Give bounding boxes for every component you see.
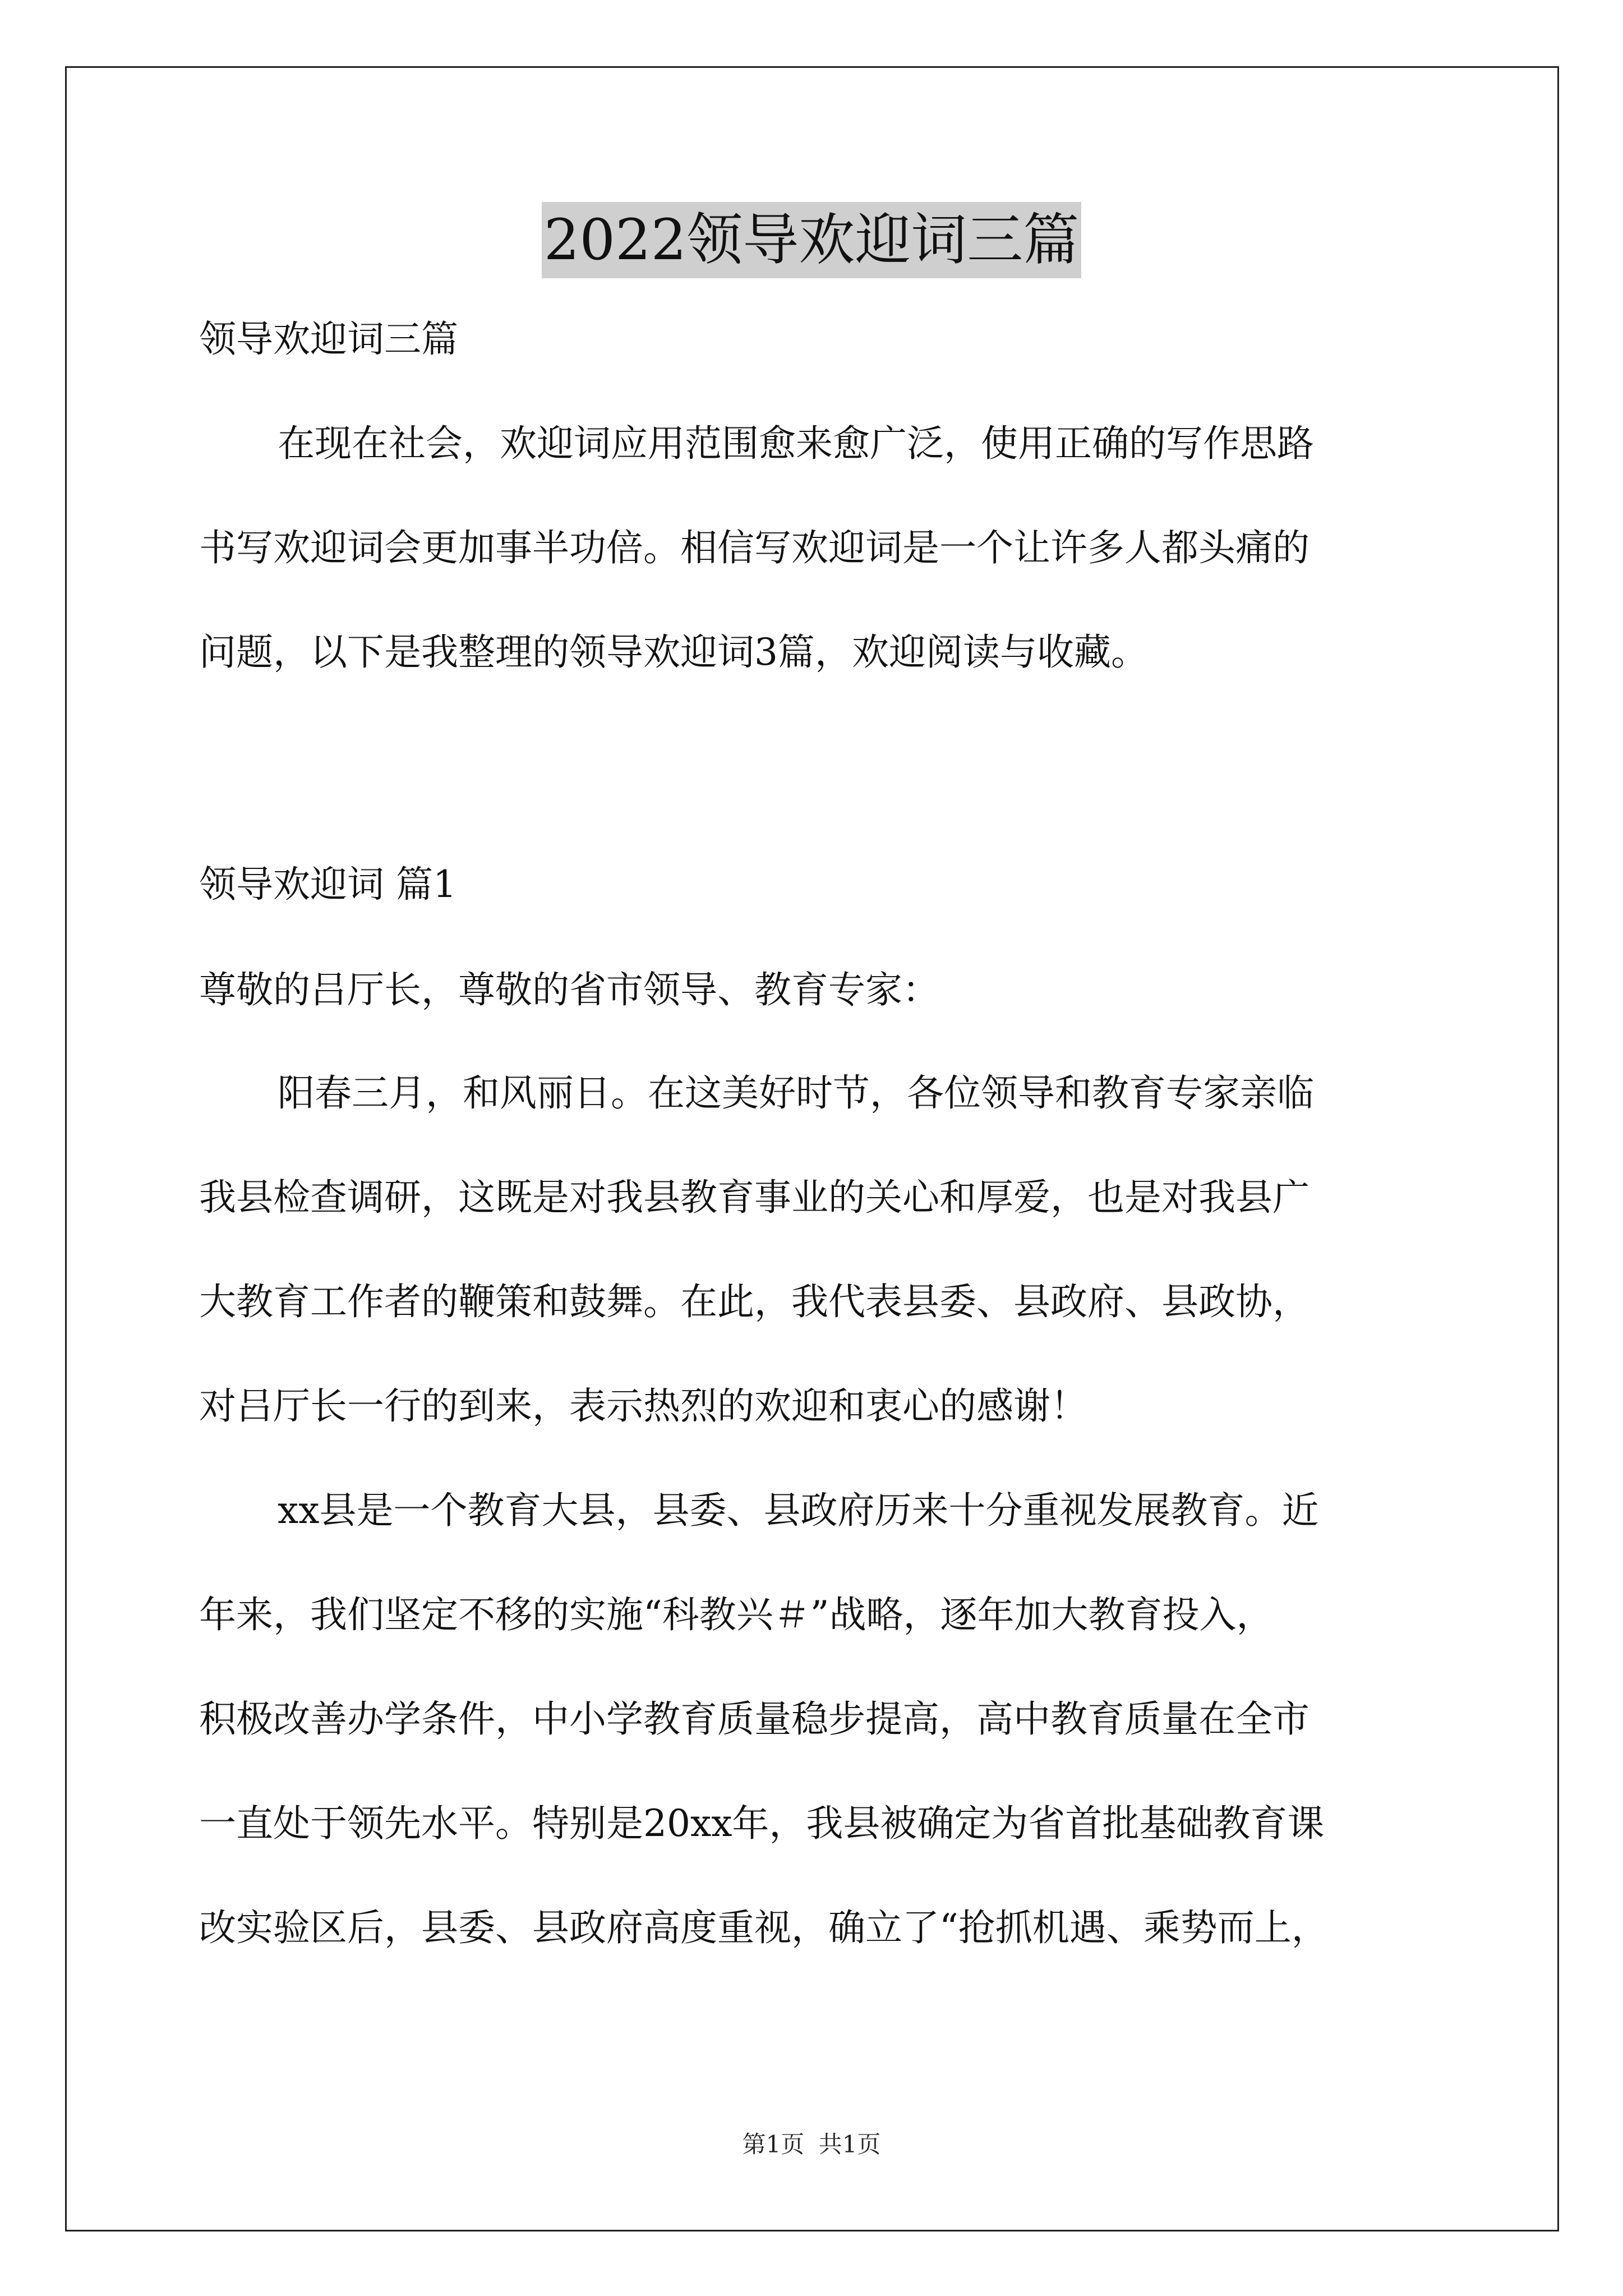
paragraph-line: 积极改善办学条件，中小学教育质量稳步提高，高中教育质量在全市 <box>199 1697 1310 1741</box>
paragraph-line: 一直处于领先水平。特别是20xx年，我县被确定为省首批基础教育课 <box>199 1802 1325 1845</box>
title-container <box>0 202 1623 278</box>
paragraph-line: 在现在社会，欢迎词应用范围愈来愈广泛，使用正确的写作思路 <box>278 422 1314 465</box>
paragraph-line: 阳春三月，和风丽日。在这美好时节，各位领导和教育专家亲临 <box>278 1071 1314 1115</box>
page-total: 共1页 <box>818 2131 881 2158</box>
section-heading: 领导欢迎词 篇1 <box>199 863 457 906</box>
paragraph-line: 书写欢迎词会更加事半功倍。相信写欢迎词是一个让许多人都头痛的 <box>199 526 1310 569</box>
paragraph-line: 年来，我们坚定不移的实施“科教兴＃”战略，逐年加大教育投入， <box>199 1593 1274 1636</box>
salutation-line: 尊敬的吕厅长，尊敬的省市领导、教育专家： <box>199 968 939 1011</box>
paragraph-line: 我县检查调研，这既是对我县教育事业的关心和厚爱，也是对我县广 <box>199 1176 1310 1219</box>
subtitle-line: 领导欢迎词三篇 <box>199 318 458 361</box>
paragraph-line: xx县是一个教育大县，县委、县政府历来十分重视发展教育。近 <box>278 1489 1319 1532</box>
paragraph-line: 大教育工作者的鞭策和鼓舞。在此，我代表县委、县政府、县政协， <box>199 1280 1310 1323</box>
paragraph-line: 对吕厅长一行的到来，表示热烈的欢迎和衷心的感谢！ <box>199 1384 1087 1428</box>
document-title: 2022领导欢迎词三篇 <box>542 202 1082 278</box>
paragraph-line: 改实验区后，县委、县政府高度重视，确立了“抢抓机遇、乘势而上， <box>199 1906 1329 1949</box>
paragraph-line: 问题，以下是我整理的领导欢迎词3篇，欢迎阅读与收藏。 <box>199 631 1148 674</box>
page-number: 第1页 <box>742 2131 805 2158</box>
page-footer <box>0 2129 1623 2160</box>
